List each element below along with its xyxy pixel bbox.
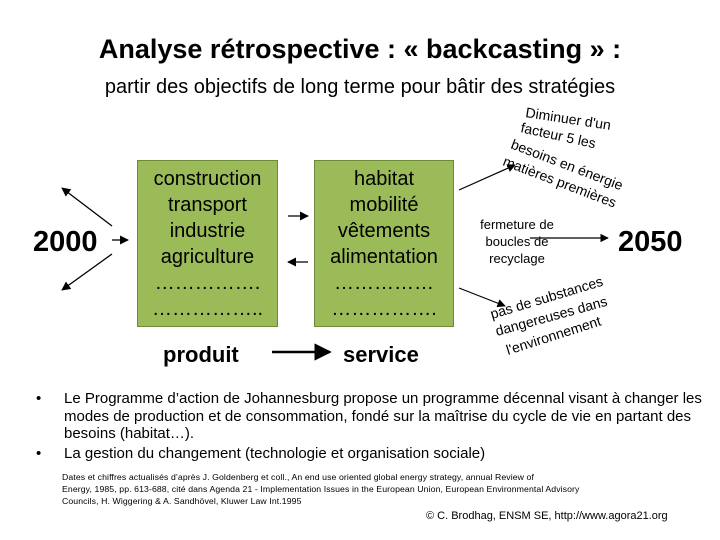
energy-target-line: Diminuer d'un [524, 104, 613, 133]
fan-arrow-down [62, 254, 112, 290]
substances-target-line: l'environnement [504, 312, 603, 358]
sector-item: industrie [169, 219, 246, 242]
fan-arrow-up [62, 188, 112, 226]
energy-target-line: matières premières [500, 152, 619, 211]
bullet-list [36, 390, 706, 462]
produit-label: produit [163, 342, 239, 367]
need-item: vêtements [337, 219, 431, 242]
bullet-marker: • [36, 444, 42, 462]
reference-line: Energy, 1985, pp. 613-688, cité dans Agenda 21 - Implementation Issues in the European Union, European Environmental Advisory [62, 484, 580, 494]
slide-subtitle: partir des objectifs de long terme pour bâtir des stratégies [104, 76, 616, 98]
bullet-text: La gestion du changement (technologie et organisation sociale) [64, 444, 486, 462]
year-start-label: 2000 [33, 226, 98, 258]
sector-item: agriculture [160, 245, 255, 268]
arrow-to-substances-target [459, 288, 505, 306]
references [62, 471, 580, 507]
need-item: habitat [353, 167, 415, 190]
bullet-text: Le Programme d’action de Johannesburg propose un programme décennal visant à changer les modes de production et de consommation, fondé sur la maîtrise du cycle de vie en partant des besoins (habitat…). [64, 390, 702, 442]
service-label: service [343, 342, 419, 367]
need-item: alimentation [330, 245, 438, 268]
recycling-note-line: boucles de [485, 234, 549, 249]
recycling-note-line: fermeture de [480, 217, 554, 232]
reference-line: Councils, H. Wiggering & A. Sandhövel, Kluwer Law Int.1995 [62, 496, 302, 506]
sector-item: ……………. [154, 271, 261, 294]
sector-item: construction [153, 167, 262, 190]
recycling-note-line: recyclage [489, 251, 545, 266]
reference-line: Dates et chiffres actualisés d’après J. Goldenberg et coll., An end use oriented global energy strategy, annual Review of [62, 472, 535, 482]
bullet-item [36, 390, 706, 443]
substances-target-line: pas de substances [488, 272, 605, 322]
sector-item: …………….. [151, 297, 264, 320]
need-item: …………… [334, 271, 434, 294]
slide-title: Analyse rétrospective : « backcasting » : [98, 34, 622, 64]
energy-target-line: facteur 5 les [519, 119, 598, 152]
need-item: ……………. [331, 297, 437, 320]
bullet-marker: • [36, 390, 42, 407]
sector-item: transport [168, 193, 247, 216]
bullet-item [36, 445, 706, 463]
year-end-label: 2050 [618, 226, 683, 258]
copyright-notice: © C. Brodhag, ENSM SE, http://www.agora21.org [426, 510, 668, 522]
energy-target-line: besoins en énergie [508, 135, 626, 194]
substances-target-line: dangereuses dans [493, 292, 609, 339]
need-item: mobilité [349, 193, 419, 216]
